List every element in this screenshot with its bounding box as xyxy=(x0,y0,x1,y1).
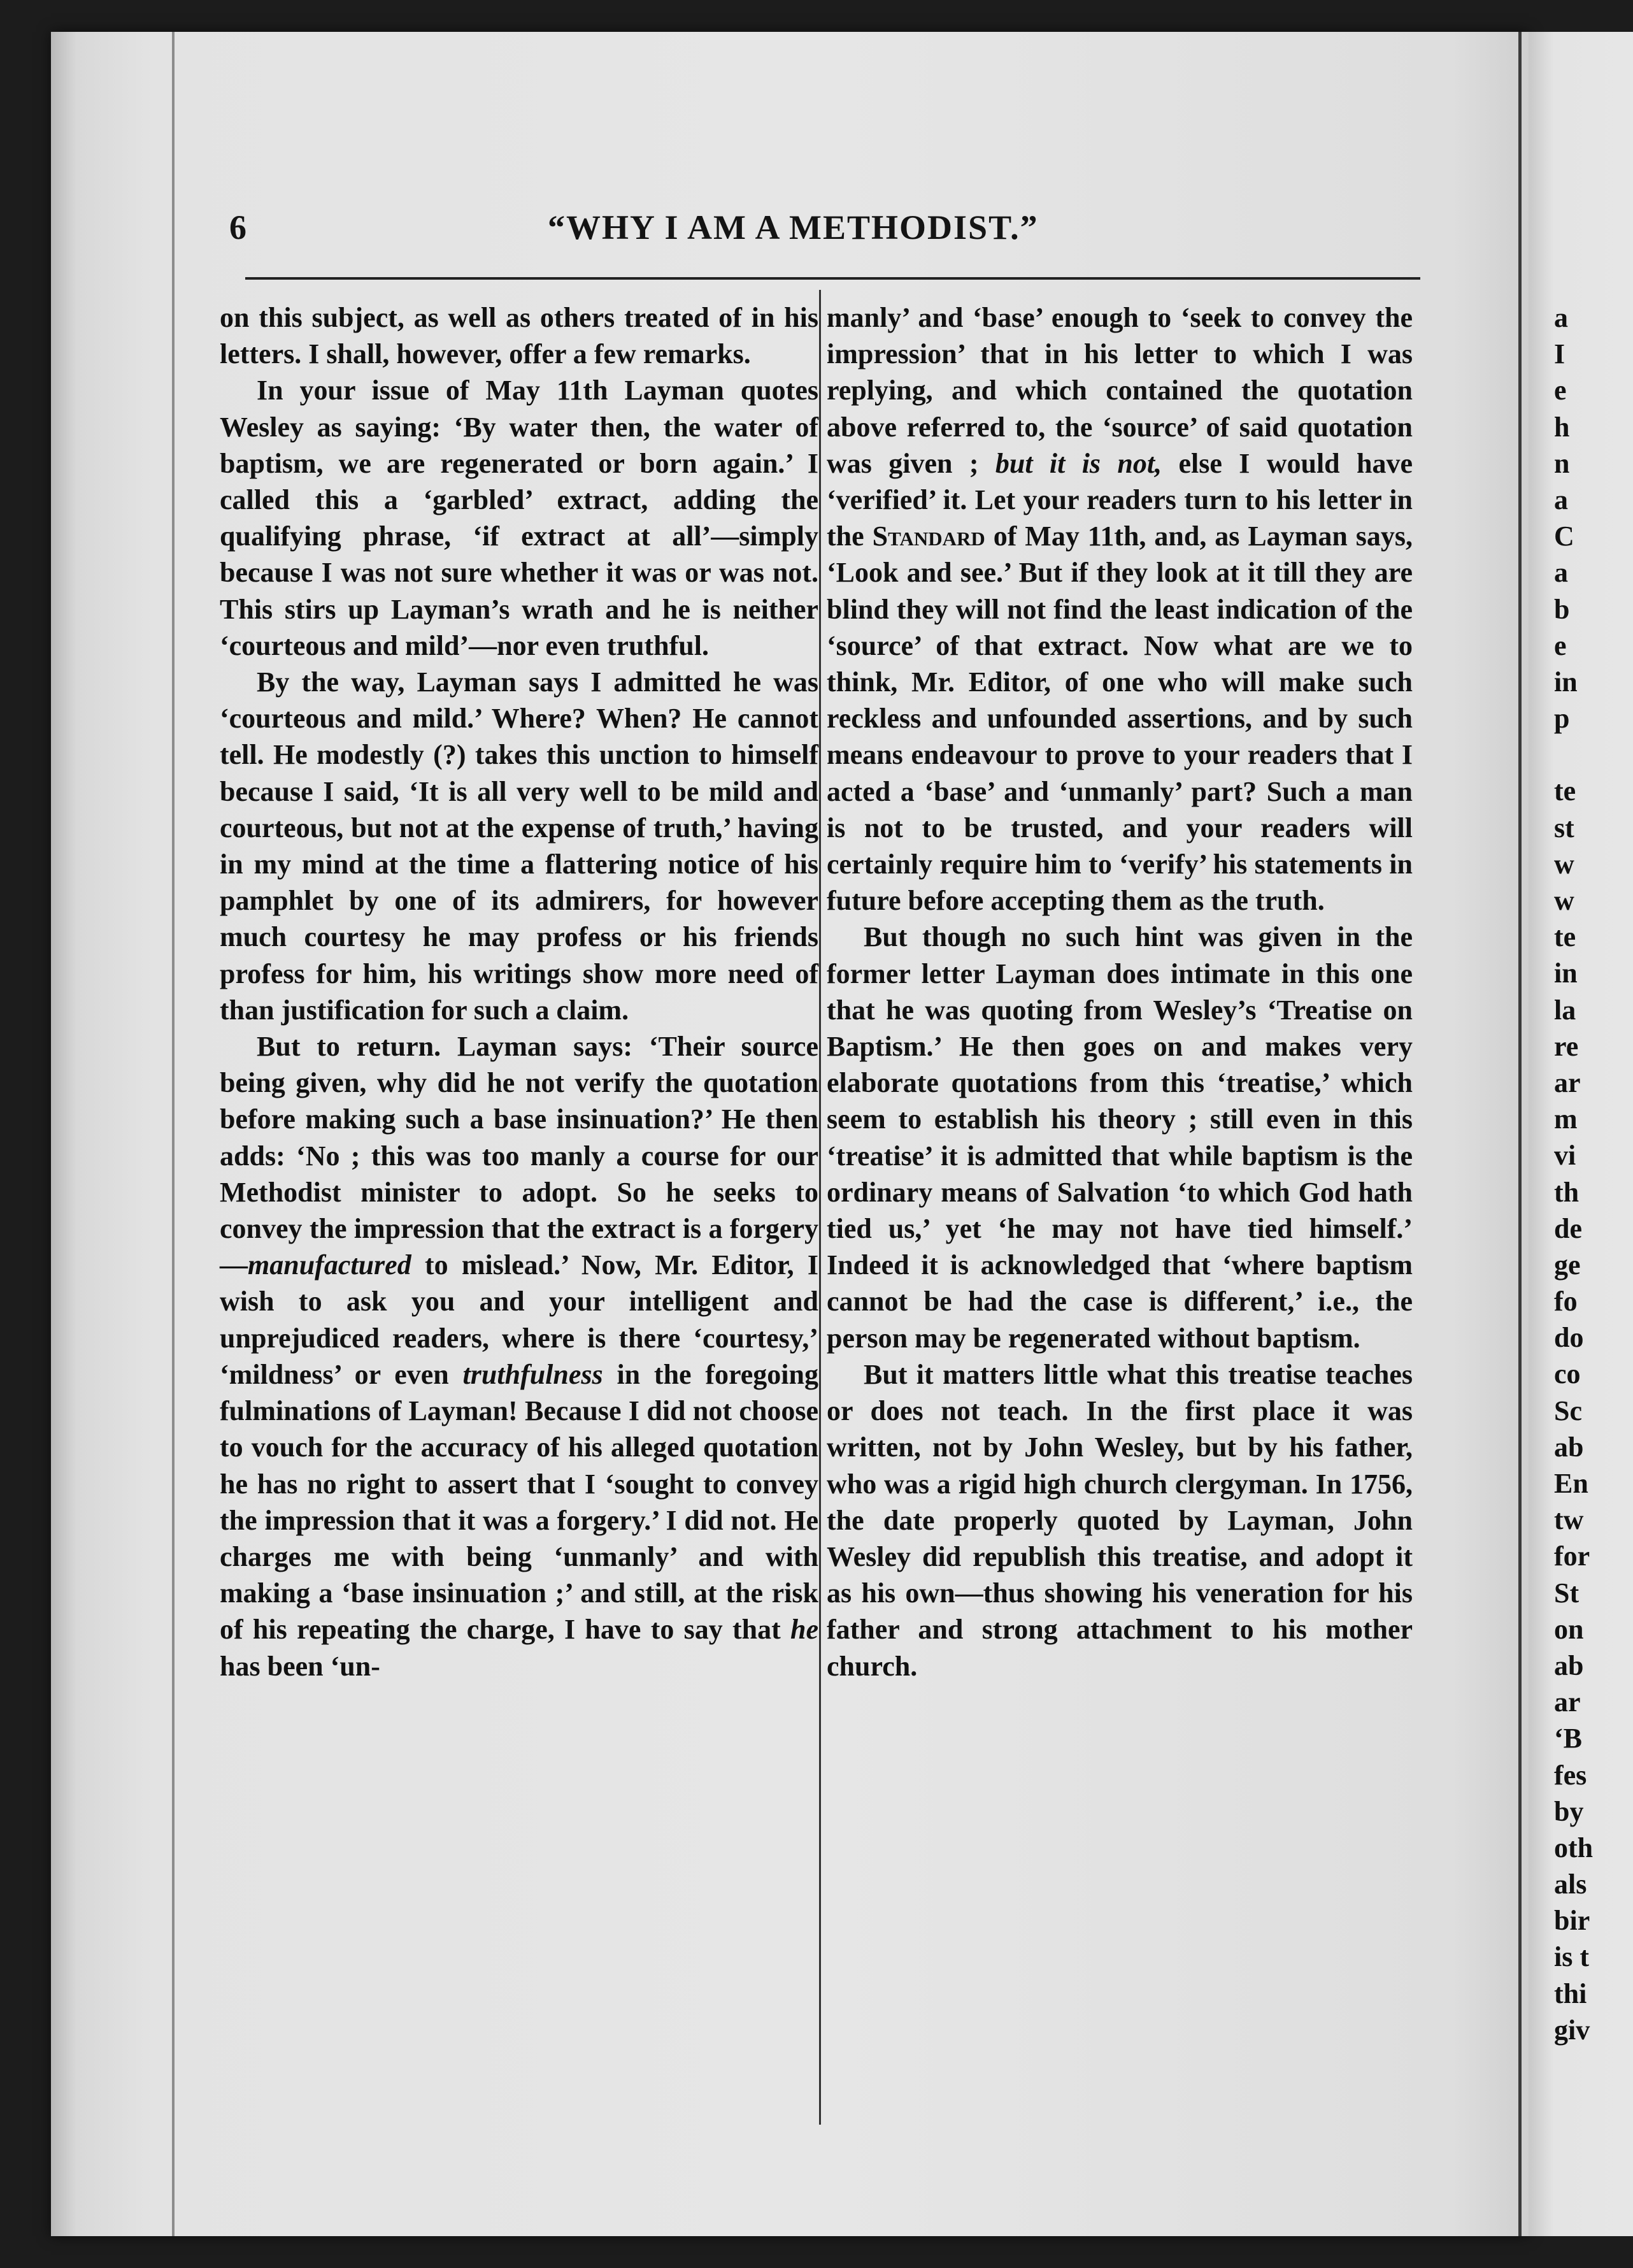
adjacent-page-fragment: b xyxy=(1554,593,1570,625)
paragraph: But though no such hint was given in the former letter Layman does intimate in this one that he was quoting from Wesley’s ‘Treatise on Baptism.’ He then goes on and makes very elaborate quotations from this ‘treatise,’ which seem to establish his theory ; still even in this ‘treatise’ it is admitted that while baptism is the ordinary means of Salvation ‘to which God hath tied us,’ yet ‘he may not have tied himself.’ Indeed it is acknowledged that ‘where baptism cannot be had the case is different,’ i.e., the person may be regenerated without baptism. xyxy=(827,921,1413,1354)
adjacent-page-fragment: te xyxy=(1554,921,1576,953)
text-run: in the foregoing fulminations of Layman! Because I did not choose to vouch for the accuracy of his alleged quotation he has no right to assert that I ‘sought to convey the impression that it was a forgery.’ I did not. He charges me with being ‘unmanly’ and with making a ‘base insinuation ;’ and still, at the risk of his repeating the charge, I have to say that xyxy=(220,1358,818,1646)
page-number: 6 xyxy=(229,208,246,247)
adjacent-page-fragment: in xyxy=(1554,666,1578,698)
adjacent-page-text-fragments xyxy=(1554,299,1633,2048)
adjacent-page-fragment: Sc xyxy=(1554,1395,1582,1426)
paragraph: In your issue of May 11th Layman quotes Wesley as saying: ‘By water then, the water of baptism, we are regenerated or born again.’ I called this a ‘garbled’ extract, adding the qualifying phrase, ‘if extract at all’—simply because I was not sure whether it was or was not. This stirs up Layman’s wrath and he is neither ‘courteous and mild’—nor even truthful. xyxy=(220,375,818,661)
running-title: “WHY I AM A METHODIST.” xyxy=(548,208,1039,247)
small-caps-text: Standard xyxy=(872,520,985,552)
paragraph: But it matters little what this treatise teaches or does not teach. In the first place it was written, not by John Wesley, but by his father, who was a rigid high church clergyman. In 1756, the date properly quoted by Layman, John Wesley did republish this treatise, and adopt it as his own—thus showing his veneration for his father and strong attachment to his mother church. xyxy=(827,1358,1413,1682)
adjacent-page-fragment: fes xyxy=(1554,1759,1587,1791)
column-divider xyxy=(819,290,821,2125)
adjacent-page-fragment: p xyxy=(1554,703,1570,735)
adjacent-page-fragment: la xyxy=(1554,994,1576,1026)
adjacent-page-fragment: En xyxy=(1554,1468,1588,1499)
adjacent-page-fragment: als xyxy=(1554,1869,1587,1900)
adjacent-page-fragment: e xyxy=(1554,375,1567,406)
text-run: manly’ and ‘base’ enough to ‘seek to convey the impression’ that in his letter to which I was replying, and which contained the quotation above referred to, the ‘source’ of said quotation was given ; xyxy=(827,302,1413,479)
adjacent-page-fragment: ar xyxy=(1554,1686,1581,1718)
adjacent-page-fragment: by xyxy=(1554,1795,1584,1827)
adjacent-page-fragment: w xyxy=(1554,848,1574,880)
adjacent-page-fragment: do xyxy=(1554,1322,1584,1354)
page-binding-edge xyxy=(172,32,175,2236)
italic-text: but it is not, xyxy=(995,447,1162,479)
adjacent-page-fragment: te xyxy=(1554,775,1576,807)
adjacent-page-fragment: co xyxy=(1554,1358,1581,1390)
adjacent-page-fragment: m xyxy=(1554,1103,1578,1135)
adjacent-page-fragment: de xyxy=(1554,1212,1582,1244)
paragraph: By the way, Layman says I admitted he was ‘courteous and mild.’ Where? When? He cannot tell. He modestly (?) takes this unction to himself because I said, ‘It is all very well to be mild and courteous, but not at the expense of truth,’ having in my mind at the time a flattering notice of his pamphlet by one of its admirers, for however much courtesy he may profess or his friends profess for him, his writings show more need of than justification for such a claim. xyxy=(220,666,818,1026)
adjacent-page-fragment: ar xyxy=(1554,1066,1581,1098)
text-run: of May 11th, and, as Layman says, ‘Look and see.’ But if they look at it till they are blind they will not find the least indication of the ‘source’ of that extract. Now what are we to think, Mr. Editor, of one who will make such reckless and unfounded assertions, and by such means endeavour to prove to your readers that I acted a ‘base’ and ‘unmanly’ part? Such a man is not to be trusted, and your readers will certainly require him to ‘verify’ his statements in future before accepting them as the truth. xyxy=(827,520,1413,917)
page-gutter xyxy=(1518,32,1522,2236)
adjacent-page-fragment: vi xyxy=(1554,1140,1576,1172)
adjacent-page-fragment: for xyxy=(1554,1540,1590,1572)
left-column xyxy=(220,299,818,1684)
adjacent-page-fragment: ab xyxy=(1554,1431,1584,1463)
adjacent-page-fragment: tw xyxy=(1554,1504,1584,1536)
adjacent-page-fragment: C xyxy=(1554,520,1574,552)
paragraph: on this subject, as well as others treated of in his letters. I shall, however, offer a few remarks. xyxy=(220,302,818,370)
text-run: But to return. Layman says: ‘Their source being given, why did he not verify the quotation before making such a base insinuation?’ He then adds: ‘No ; this was too manly a course for our Methodist minister to adopt. So he seeks to convey the impression that the extract is a forgery— xyxy=(220,1031,818,1281)
adjacent-page-fragment: giv xyxy=(1554,2014,1590,2046)
adjacent-page-fragment: I xyxy=(1554,338,1565,370)
adjacent-page-fragment xyxy=(1554,736,1633,773)
adjacent-page-fragment: ge xyxy=(1554,1249,1581,1281)
adjacent-page-fragment: fo xyxy=(1554,1286,1578,1317)
adjacent-page-fragment: a xyxy=(1554,302,1568,333)
text-run: has been ‘un- xyxy=(220,1650,380,1682)
adjacent-page-fragment: n xyxy=(1554,447,1570,479)
adjacent-page-fragment: oth xyxy=(1554,1832,1594,1863)
text-run: to mislead.’ Now, Mr. Editor, I wish to ask you and your intelligent and unprejudiced readers, where is there ‘courtesy,’ ‘mildness’ or even xyxy=(220,1249,818,1390)
adjacent-page-fragment: is t xyxy=(1554,1941,1589,1973)
adjacent-page-fragment: ab xyxy=(1554,1649,1584,1681)
adjacent-page-fragment: on xyxy=(1554,1613,1584,1645)
adjacent-page-fragment: w xyxy=(1554,885,1574,916)
italic-text: truthfulness xyxy=(462,1358,603,1390)
right-column xyxy=(827,299,1413,1684)
adjacent-page-fragment: a xyxy=(1554,484,1568,515)
adjacent-page-fragment: e xyxy=(1554,629,1567,661)
text-run: else I would have ‘verified’ it. Let your readers turn to his letter in the xyxy=(827,447,1413,552)
adjacent-page-fragment: thi xyxy=(1554,1977,1587,2009)
italic-text: manufactured xyxy=(248,1249,411,1281)
header-rule xyxy=(245,277,1420,280)
adjacent-page-fragment: re xyxy=(1554,1030,1579,1062)
paragraph xyxy=(220,1028,818,1684)
adjacent-page-fragment: bir xyxy=(1554,1905,1590,1937)
adjacent-page-fragment: a xyxy=(1554,557,1568,589)
adjacent-page-fragment: in xyxy=(1554,958,1578,989)
adjacent-page-fragment: th xyxy=(1554,1176,1580,1208)
page-header xyxy=(229,204,1427,255)
paragraph xyxy=(827,299,1413,919)
italic-text: he xyxy=(790,1614,818,1646)
adjacent-page-fragment: st xyxy=(1554,812,1574,843)
adjacent-page-fragment: h xyxy=(1554,411,1570,443)
adjacent-page-fragment: ‘B xyxy=(1554,1723,1582,1755)
adjacent-page-fragment: St xyxy=(1554,1577,1580,1609)
